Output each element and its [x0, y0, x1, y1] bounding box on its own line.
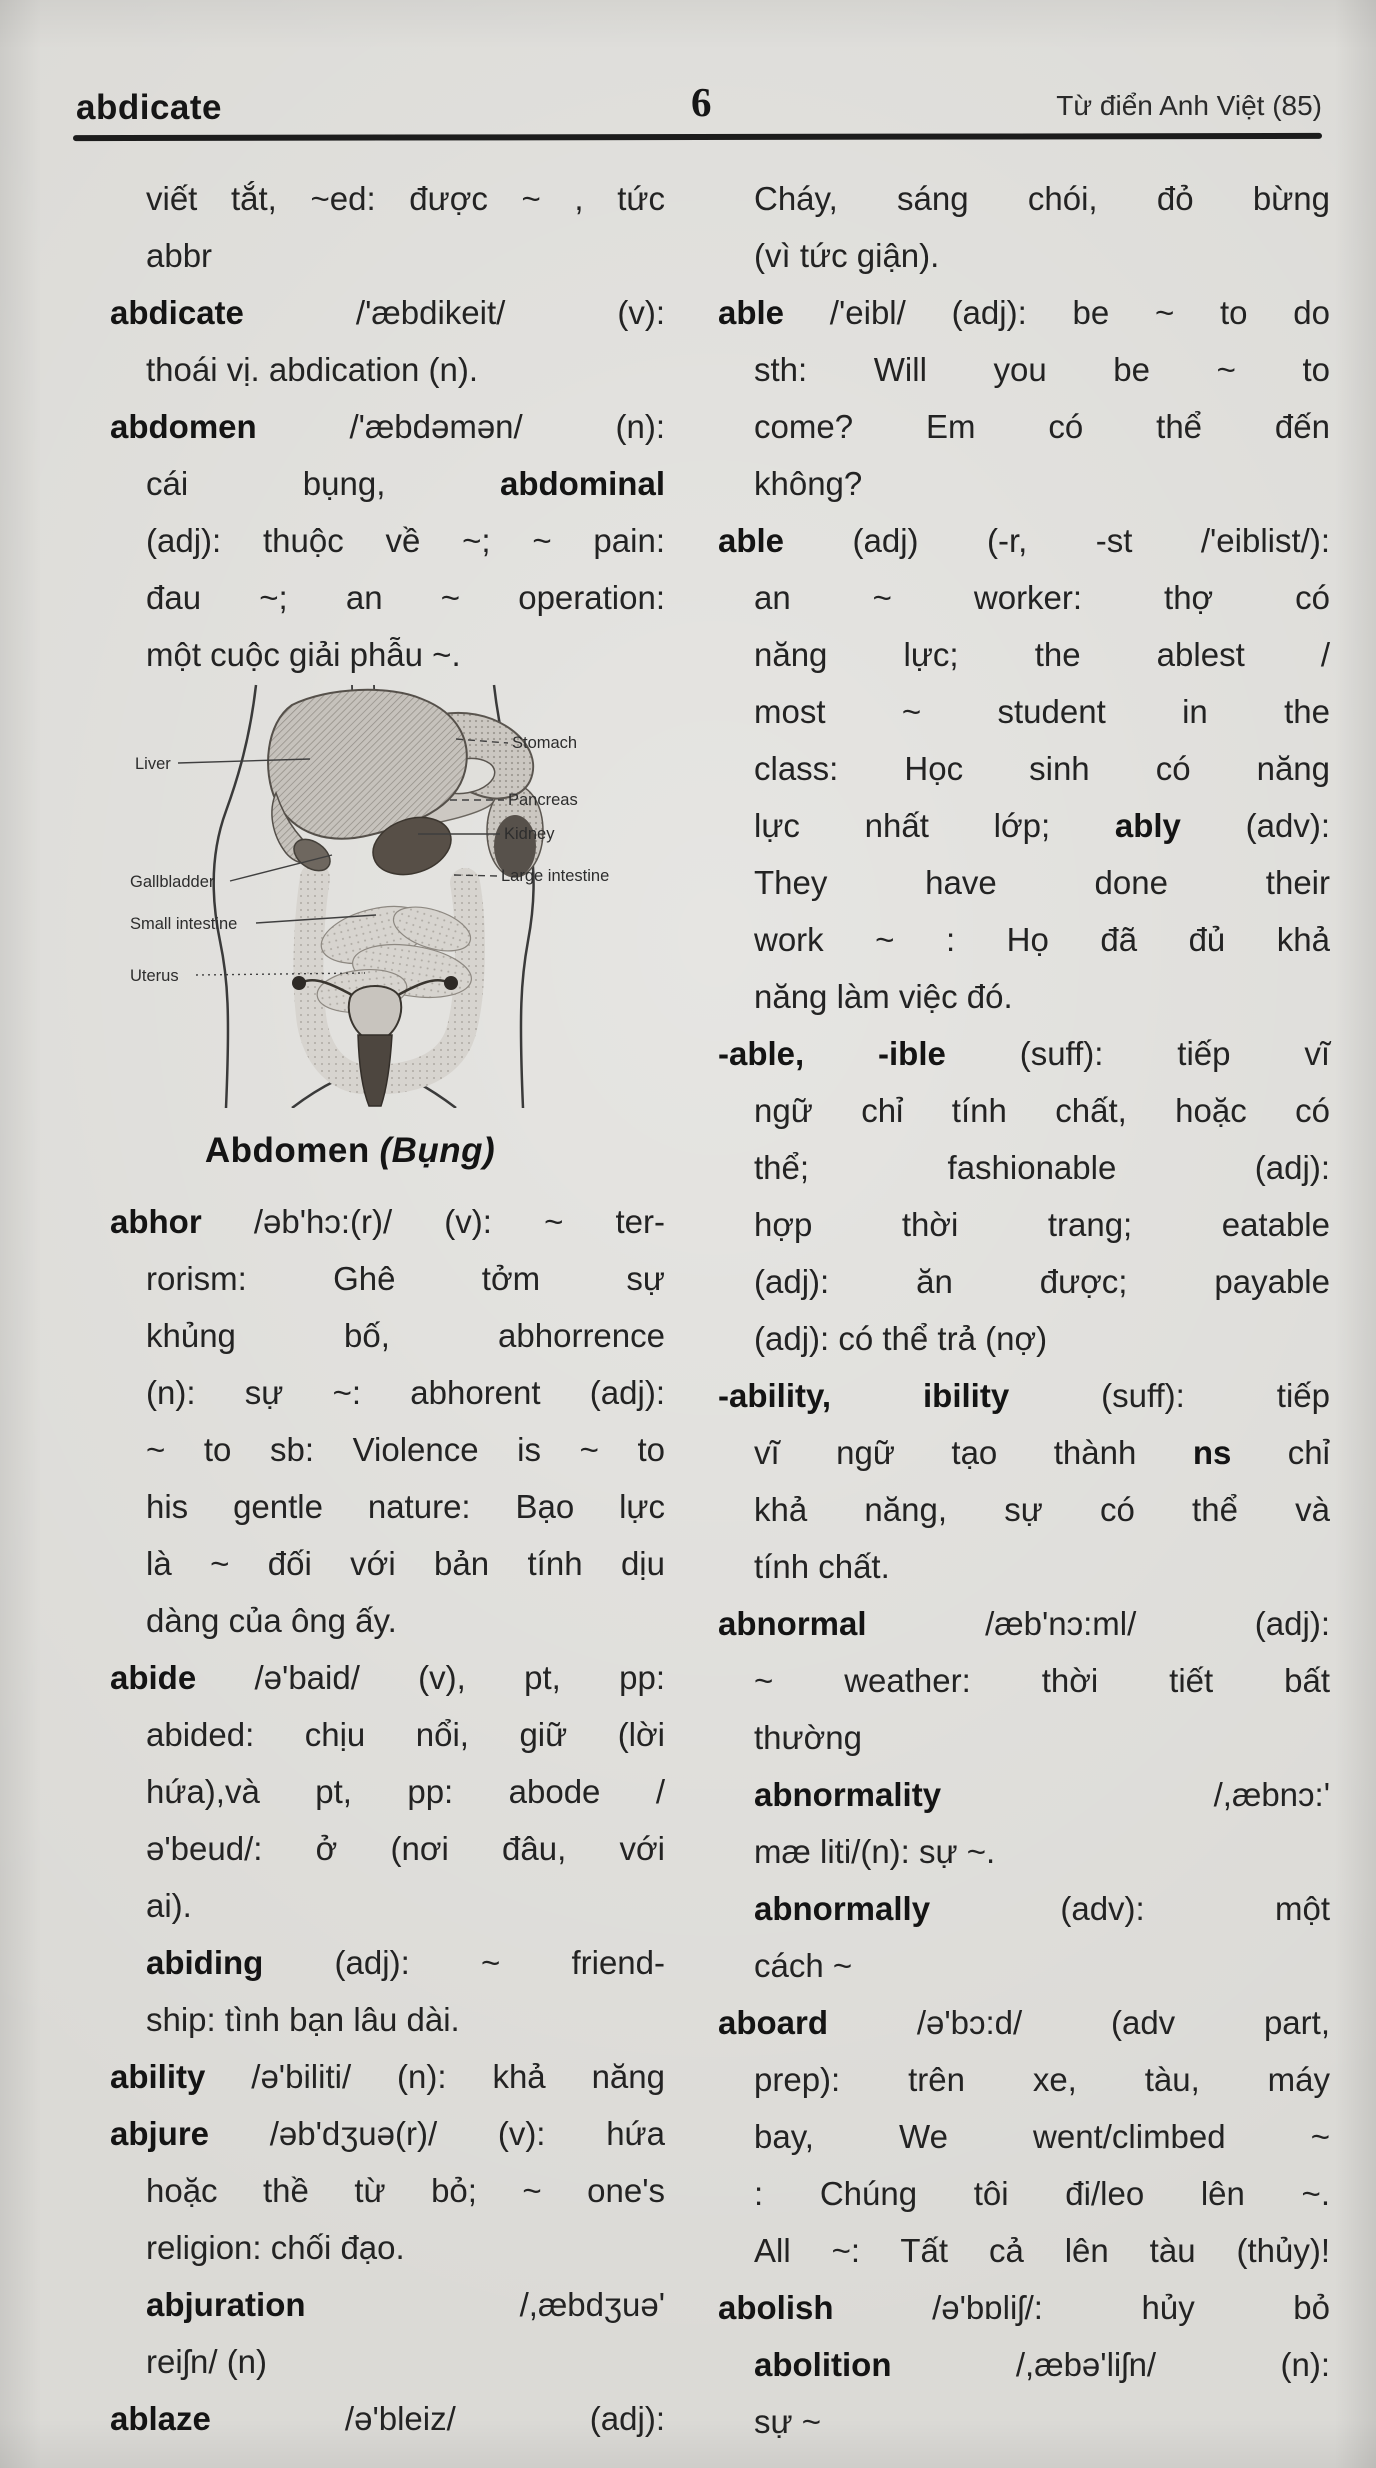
text-run: không?: [754, 465, 863, 502]
entry-line: [110, 1193, 665, 1250]
abdomen-figure: [60, 683, 660, 1108]
text-run: work ~ : Họ đã đủ khả: [754, 921, 1330, 958]
entry-line: [718, 455, 1330, 512]
entry-line: [718, 1937, 1330, 1994]
entry-line: [718, 1481, 1330, 1538]
text-run: class: Học sinh có năng: [754, 750, 1330, 787]
entry-line: [110, 284, 665, 341]
entry-lines-right: [718, 170, 1330, 2450]
entry-line: [718, 1538, 1330, 1595]
entry-line: [110, 1364, 665, 1421]
header-book-title: Từ điển Anh Việt (85): [1056, 90, 1322, 121]
figure-label-large-intestine: Large intestine: [501, 867, 610, 885]
text-run: abdominal: [499, 465, 665, 502]
text-run: abiding: [146, 1944, 264, 1981]
entry-line: [718, 2222, 1330, 2279]
figure-caption: [50, 1108, 650, 1193]
entry-line: [110, 1478, 665, 1535]
text-run: đau ~; an ~ operation:: [146, 579, 665, 616]
entry-line: [718, 1823, 1330, 1880]
header-page-number: 6: [691, 79, 712, 125]
text-run: /'æbdəmən/ (n):: [256, 408, 665, 445]
entry-lines-top: [110, 170, 665, 683]
text-run: /əb'dʒuə(r)/ (v): hứa: [209, 2115, 665, 2152]
text-run: thể; fashionable (adj):: [754, 1149, 1330, 1186]
entry-line: [110, 341, 665, 398]
figure-label-liver: Liver: [135, 755, 171, 773]
entry-line: [110, 1877, 665, 1934]
text-run: /,æbnɔ:': [941, 1776, 1330, 1813]
entry-lines-bottom: [110, 1193, 665, 2447]
entry-line: [718, 1652, 1330, 1709]
text-run: ai).: [146, 1887, 192, 1924]
text-run: cái bụng,: [146, 465, 500, 502]
entry-line: [718, 626, 1330, 683]
text-run: (adv): một: [930, 1890, 1330, 1927]
text-run: ship: tình bạn lâu dài.: [146, 2001, 460, 2038]
text-run: ns: [1192, 1434, 1232, 1471]
entry-line: [110, 2048, 665, 2105]
text-run: [370, 1131, 380, 1170]
entry-line: [110, 2390, 665, 2447]
text-run: aboard: [718, 2004, 829, 2041]
entry-line: [110, 398, 665, 455]
text-run: tính chất.: [754, 1548, 890, 1585]
figure-label-uterus: Uterus: [130, 967, 179, 985]
entry-line: [718, 1367, 1330, 1424]
text-run: /ə'bɒliʃ/: hủy bỏ: [833, 2289, 1330, 2326]
text-run: /ə'bɔ:d/ (adv part,: [828, 2004, 1330, 2041]
text-run: abide: [110, 1659, 197, 1696]
entry-line: [110, 512, 665, 569]
entry-line: [718, 512, 1330, 569]
text-run: /'eibl/ (adj): be ~ to do: [784, 294, 1330, 331]
text-run: abhor: [110, 1203, 202, 1240]
text-run: ability: [110, 2058, 206, 2095]
entry-line: [718, 2279, 1330, 2336]
text-run: /æb'nɔ:ml/ (adj):: [866, 1605, 1330, 1642]
entry-line: [110, 2333, 665, 2390]
text-run: cách ~: [754, 1947, 853, 1984]
text-run: vĩ ngữ tạo thành: [754, 1434, 1193, 1471]
text-run: sth: Will you be ~ to: [754, 351, 1330, 388]
text-run: lực nhất lớp;: [754, 807, 1115, 844]
figure-label-gallbladder: Gallbladder: [130, 873, 215, 891]
entry-line: [718, 740, 1330, 797]
entry-line: [110, 2162, 665, 2219]
text-run: abnormal: [718, 1605, 867, 1642]
text-run: prep): trên xe, tàu, máy: [754, 2061, 1330, 2098]
text-run: (suff): tiếp vĩ: [945, 1035, 1330, 1072]
text-run: (adj): có thể trả (nợ): [754, 1320, 1048, 1357]
text-run: ~ weather: thời tiết bất: [754, 1662, 1330, 1699]
text-run: ə'beud/: ở (nơi đâu, với: [146, 1830, 665, 1867]
text-run: hoặc thề từ bỏ; ~ one's: [146, 2172, 665, 2209]
text-run: (suff): tiếp: [1009, 1377, 1330, 1414]
entry-line: [110, 1991, 665, 2048]
entry-line: [718, 1196, 1330, 1253]
entry-line: [718, 911, 1330, 968]
text-run: /,æbdʒuə': [305, 2286, 665, 2323]
text-run: Abdomen: [204, 1131, 370, 1170]
text-run: ~ to sb: Violence is ~ to: [146, 1431, 665, 1468]
text-run: able: [718, 522, 785, 559]
text-run: (adv):: [1180, 807, 1330, 844]
entry-line: [110, 2219, 665, 2276]
entry-line: [718, 1880, 1330, 1937]
text-run: (vì tức giận).: [754, 237, 940, 274]
entry-line: [110, 1250, 665, 1307]
text-run: come? Em có thể đến: [754, 408, 1330, 445]
left-column: [110, 170, 665, 2447]
text-run: /ə'bleiz/ (adj):: [210, 2400, 665, 2437]
entry-line: [718, 170, 1330, 227]
text-run: viết tắt, ~ed: được ~ , tức: [146, 180, 665, 217]
figure-label-stomach: Stomach: [512, 734, 578, 752]
abdomen-figure-svg: [60, 683, 660, 1108]
text-run: able: [718, 294, 785, 331]
entry-line: [718, 1994, 1330, 2051]
entry-line: [110, 1535, 665, 1592]
entry-line: [718, 1424, 1330, 1481]
text-run: religion: chối đạo.: [146, 2229, 405, 2266]
entry-line: [110, 1706, 665, 1763]
text-run: Cháy, sáng chói, đỏ bừng: [754, 180, 1330, 217]
figure-label-small-intestine: Small intestine: [130, 915, 238, 933]
text-run: một cuộc giải phẫu ~.: [146, 636, 461, 673]
text-run: abnormally: [754, 1890, 931, 1927]
text-run: (adj): ~ friend-: [263, 1944, 665, 1981]
entry-line: [718, 854, 1330, 911]
text-run: abolition: [754, 2346, 892, 2383]
entry-line: [110, 1421, 665, 1478]
text-run: là ~ đối với bản tính dịu: [146, 1545, 665, 1582]
text-run: sự ~: [754, 2403, 822, 2440]
entry-line: [718, 2108, 1330, 2165]
entry-line: [718, 341, 1330, 398]
text-run: ngữ chỉ tính chất, hoặc có: [754, 1092, 1330, 1129]
text-run: (n): sự ~: abhorent (adj):: [146, 1374, 665, 1411]
entry-line: [718, 398, 1330, 455]
entry-line: [110, 455, 665, 512]
entry-line: [718, 1139, 1330, 1196]
text-run: ably: [1114, 807, 1181, 844]
entry-line: [110, 170, 665, 227]
text-run: /ə'biliti/ (n): khả năng: [205, 2058, 665, 2095]
entry-line: [718, 2051, 1330, 2108]
entry-line: [110, 1592, 665, 1649]
text-run: his gentle nature: Bạo lực: [146, 1488, 665, 1525]
header-catchword: abdicate: [76, 88, 222, 127]
text-run: hứa),và pt, pp: abode /: [146, 1773, 665, 1810]
text-run: (adj): ăn được; payable: [754, 1263, 1330, 1300]
text-run: abolish: [718, 2289, 834, 2326]
entry-line: [110, 1763, 665, 1820]
text-run: năng làm việc đó.: [754, 978, 1013, 1015]
text-run: (adj): thuộc về ~; ~ pain:: [146, 522, 665, 559]
header-rule: [73, 133, 1322, 141]
text-run: bay, We went/climbed ~: [754, 2118, 1330, 2155]
text-run: -ability, ibility: [718, 1377, 1010, 1414]
text-run: /,æbə'liʃn/ (n):: [891, 2346, 1330, 2383]
text-run: rorism: Ghê tởm sự: [146, 1260, 665, 1297]
entry-line: [110, 227, 665, 284]
text-run: abnormality: [754, 1776, 942, 1813]
text-run: : Chúng tôi đi/leo lên ~.: [754, 2175, 1330, 2212]
text-run: /'æbdikeit/ (v):: [243, 294, 665, 331]
figure-label-kidney: Kidney: [504, 825, 555, 843]
text-run: (adj) (-r, -st /'eiblist/):: [784, 522, 1330, 559]
text-run: abided: chịu nổi, giữ (lời: [146, 1716, 665, 1753]
text-run: chỉ: [1231, 1434, 1330, 1471]
text-run: most ~ student in the: [754, 693, 1330, 730]
figure-label-pancreas: Pancreas: [508, 791, 578, 809]
entry-line: [718, 2165, 1330, 2222]
entry-line: [718, 1766, 1330, 1823]
text-run: All ~: Tất cả lên tàu (thủy)!: [754, 2232, 1330, 2269]
entry-line: [718, 1082, 1330, 1139]
right-column: [718, 170, 1330, 2450]
text-run: -able, -ible: [718, 1035, 946, 1072]
entry-line: [110, 1934, 665, 1991]
text-run: They have done their: [754, 864, 1330, 901]
text-run: mæ liti/(n): sự ~.: [754, 1833, 996, 1870]
entry-line: [110, 1649, 665, 1706]
entry-line: [718, 797, 1330, 854]
text-run: thường: [754, 1719, 862, 1756]
text-run: abdomen: [110, 408, 257, 445]
text-run: hợp thời trang; eatable: [754, 1206, 1330, 1243]
entry-line: [718, 968, 1330, 1025]
text-run: /əb'hɔ:(r)/ (v): ~ ter-: [201, 1203, 665, 1240]
entry-line: [110, 569, 665, 626]
entry-line: [718, 1253, 1330, 1310]
entry-line: [718, 2336, 1330, 2393]
text-run: khả năng, sự có thể và: [754, 1491, 1330, 1528]
vagina-shape: [358, 1035, 392, 1106]
text-run: năng lực; the ablest /: [754, 636, 1330, 673]
entry-line: [110, 1820, 665, 1877]
text-run: (Bụng): [379, 1131, 496, 1170]
entry-line: [718, 284, 1330, 341]
entry-line: [718, 227, 1330, 284]
text-run: reiʃn/ (n): [146, 2343, 268, 2380]
text-run: an ~ worker: thợ có: [754, 579, 1330, 616]
text-run: abjure: [110, 2115, 210, 2152]
text-run: /ə'baid/ (v), pt, pp:: [196, 1659, 665, 1696]
text-run: khủng bố, abhorrence: [146, 1317, 665, 1354]
entry-line: [110, 626, 665, 683]
entry-line: [110, 2105, 665, 2162]
entry-line: [718, 1025, 1330, 1082]
text-run: abbr: [146, 237, 213, 274]
text-run: abdicate: [110, 294, 244, 331]
entry-line: [110, 1307, 665, 1364]
entry-line: [718, 1595, 1330, 1652]
entry-line: [718, 1709, 1330, 1766]
text-run: ablaze: [110, 2400, 211, 2437]
text-run: abjuration: [146, 2286, 306, 2323]
entry-line: [718, 683, 1330, 740]
text-run: dàng của ông ấy.: [146, 1602, 397, 1639]
text-run: thoái vị. abdication (n).: [146, 351, 479, 388]
entry-line: [718, 2393, 1330, 2450]
entry-line: [718, 1310, 1330, 1367]
entry-line: [718, 569, 1330, 626]
entry-line: [110, 2276, 665, 2333]
